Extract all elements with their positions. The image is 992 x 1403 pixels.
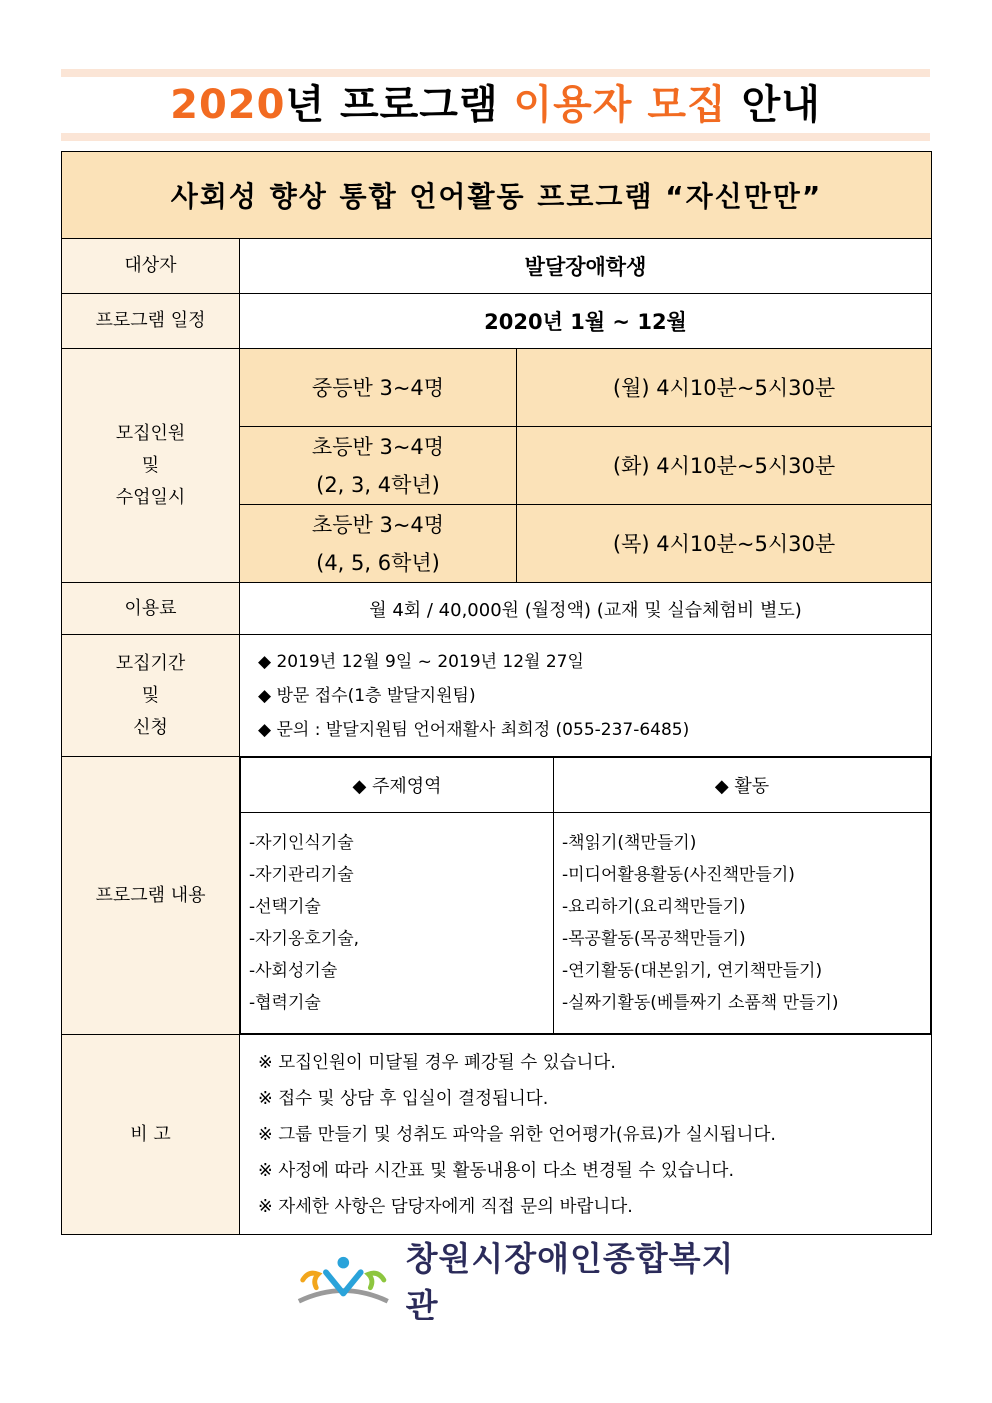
- topic-item: -선택기술: [249, 897, 321, 917]
- title-part1: 년 프로그램: [285, 82, 514, 128]
- remarks-label: 비 고: [62, 1035, 240, 1235]
- schedule-label: 프로그램 일정: [62, 294, 240, 349]
- class-group: 초등반 3~4명: [311, 434, 445, 459]
- apply-label-line: 신청: [133, 716, 168, 738]
- org-logo-icon: [295, 1250, 392, 1310]
- class-group: 중등반 3~4명: [311, 375, 445, 400]
- content-label: 프로그램 내용: [62, 757, 240, 1035]
- activity-item: -책읽기(책만들기): [562, 833, 697, 853]
- recruit-label-line: 수업일시: [115, 486, 186, 508]
- info-table: [61, 151, 932, 1235]
- class-group-cell: [240, 427, 517, 505]
- page-title: [61, 80, 930, 130]
- remark-item: ※ 접수 및 상담 후 입실이 결정됩니다.: [258, 1088, 549, 1109]
- class-grades: (2, 3, 4학년): [316, 472, 440, 497]
- topic-item: -자기인식기술: [249, 833, 354, 853]
- recruit-label-line: 및: [141, 454, 160, 476]
- content-inner-table: [240, 757, 931, 1034]
- class-group-cell: [240, 349, 517, 427]
- apply-label-line: 및: [141, 684, 160, 706]
- title-band-bottom: [61, 133, 930, 141]
- target-value: 발달장애학생: [240, 239, 932, 294]
- activity-item: -연기활동(대본읽기, 연기책만들기): [562, 961, 823, 981]
- recruit-label: [62, 349, 240, 583]
- target-label: 대상자: [62, 239, 240, 294]
- activity-header: ◆ 활동: [554, 758, 931, 813]
- remark-item: ※ 사정에 따라 시간표 및 활동내용이 다소 변경될 수 있습니다.: [258, 1160, 735, 1181]
- apply-item: ◆ 2019년 12월 9일 ~ 2019년 12월 27일: [258, 651, 584, 672]
- schedule-value: 2020년 1월 ~ 12월: [240, 294, 932, 349]
- footer: [295, 1239, 755, 1325]
- title-part2: 안내: [726, 82, 821, 128]
- content-cell: [240, 757, 932, 1035]
- remark-item: ※ 자세한 사항은 담당자에게 직접 문의 바랍니다.: [258, 1196, 633, 1217]
- remark-item: ※ 그룹 만들기 및 성취도 파악을 위한 언어평가(유료)가 실시됩니다.: [258, 1124, 776, 1145]
- activity-list: [554, 813, 931, 1034]
- class-time: (목) 4시10분~5시30분: [517, 505, 932, 583]
- class-time: (화) 4시10분~5시30분: [517, 427, 932, 505]
- apply-label-line: 모집기간: [115, 652, 186, 674]
- topic-item: -자기옹호기술,: [249, 929, 360, 949]
- title-highlight: 이용자 모집: [513, 82, 727, 128]
- topic-item: -자기관리기술: [249, 865, 354, 885]
- activity-item: -실짜기활동(베틀짜기 소품책 만들기): [562, 993, 839, 1013]
- program-title: 사회성 향상 통합 언어활동 프로그램 “자신만만”: [62, 152, 932, 239]
- topic-item: -사회성기술: [249, 961, 338, 981]
- remarks-list: [240, 1035, 932, 1235]
- title-band-top: [61, 69, 930, 77]
- class-time: (월) 4시10분~5시30분: [517, 349, 932, 427]
- apply-label: [62, 635, 240, 757]
- apply-item: ◆ 방문 접수(1층 발달지원팀): [258, 685, 476, 706]
- activity-item: -목공활동(목공책만들기): [562, 929, 746, 949]
- class-group: 초등반 3~4명: [311, 512, 445, 537]
- apply-info: [240, 635, 932, 757]
- recruit-label-line: 모집인원: [115, 422, 186, 444]
- apply-item: ◆ 문의 : 발달지원팀 언어재활사 최희정 (055-237-6485): [258, 719, 690, 740]
- topic-header: ◆ 주제영역: [241, 758, 554, 813]
- title-year: 2020: [170, 82, 286, 128]
- class-grades: (4, 5, 6학년): [316, 550, 440, 575]
- topic-item: -협력기술: [249, 993, 321, 1013]
- fee-value: 월 4회 / 40,000원 (월정액) (교재 및 실습체험비 별도): [240, 583, 932, 635]
- class-group-cell: [240, 505, 517, 583]
- org-name: 창원시장애인종합복지관: [405, 1239, 735, 1325]
- remark-item: ※ 모집인원이 미달될 경우 폐강될 수 있습니다.: [258, 1052, 616, 1073]
- activity-item: -미디어활용활동(사진책만들기): [562, 865, 795, 885]
- topic-list: [241, 813, 554, 1034]
- fee-label: 이용료: [62, 583, 240, 635]
- activity-item: -요리하기(요리책만들기): [562, 897, 746, 917]
